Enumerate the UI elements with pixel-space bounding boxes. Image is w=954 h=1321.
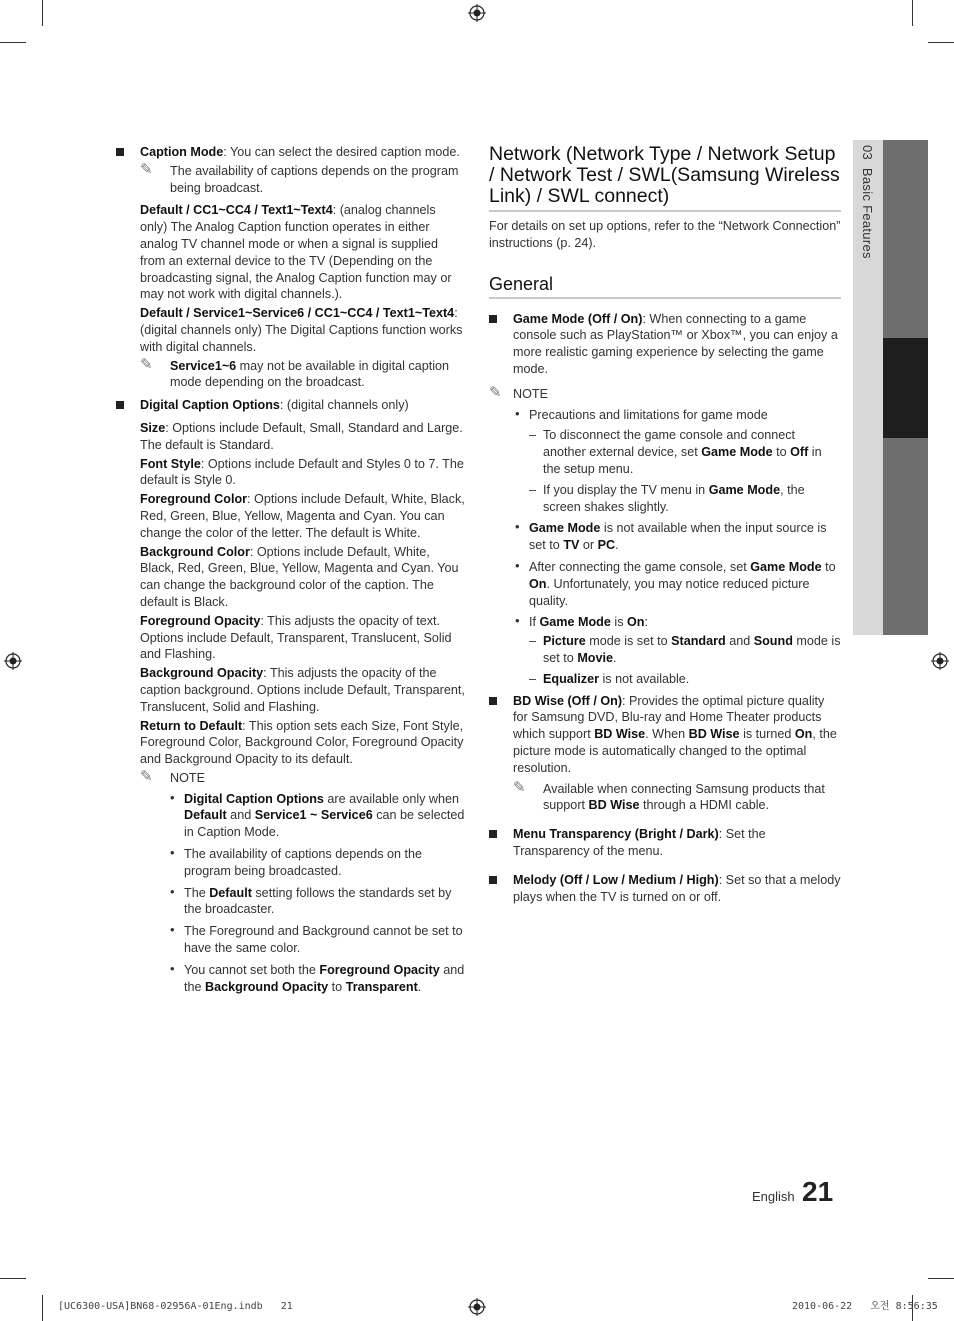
bd-wise-item bbox=[489, 693, 841, 815]
note-text: . bbox=[615, 538, 619, 553]
note-bold: Off bbox=[790, 445, 809, 460]
note-label: NOTE bbox=[513, 386, 548, 401]
melody-title: Melody (Off / Low / Medium / High) bbox=[513, 872, 719, 887]
note-item bbox=[515, 614, 841, 687]
dash-item bbox=[529, 633, 841, 667]
crop-mark bbox=[928, 1278, 954, 1279]
network-heading: Network (Network Type / Network Setup / Network Test / SWL(Samsung Wireless Link) / SWL connect) bbox=[489, 144, 841, 212]
note-bold: Background Opacity bbox=[205, 979, 329, 994]
note-bold: Default bbox=[209, 885, 252, 900]
note-text: The bbox=[184, 885, 210, 900]
note-text: , the screen shakes slightly. bbox=[543, 482, 805, 514]
note-text: mode is set to bbox=[543, 634, 841, 665]
note-bold: Service1 ~ Service6 bbox=[254, 808, 373, 823]
caption-mode-title: Caption Mode bbox=[140, 145, 224, 159]
game-mode-title: Game Mode (Off / On) bbox=[513, 311, 643, 326]
note-bold: Foreground Opacity bbox=[319, 962, 440, 977]
bullet-dot-icon: • bbox=[170, 789, 175, 805]
digital-caption-text: : (digital channels only) The Digital Captions function works with digital channels. bbox=[140, 306, 463, 354]
bd-wise-title: BD Wise (Off / On) bbox=[513, 693, 623, 708]
note-text: and bbox=[226, 808, 255, 823]
option-return-to-default bbox=[140, 718, 466, 768]
note-text: to bbox=[821, 559, 836, 574]
note-text: setting follows the standards set by the broadcaster. bbox=[184, 885, 452, 917]
option-title: Foreground Opacity bbox=[140, 613, 261, 628]
crop-mark bbox=[42, 1295, 43, 1321]
note-label: NOTE bbox=[170, 770, 205, 785]
note-bold: TV bbox=[563, 538, 580, 553]
dash-marker: – bbox=[529, 428, 537, 443]
square-bullet-icon bbox=[489, 876, 497, 884]
crop-mark bbox=[42, 0, 43, 26]
note-text: can be selected in Caption Mode. bbox=[184, 808, 465, 840]
caption-note-text: The availability of captions depends on the program being broadcast. bbox=[170, 163, 459, 195]
note-heading bbox=[140, 766, 466, 787]
note-bold: Standard bbox=[671, 634, 726, 649]
right-column bbox=[489, 144, 841, 911]
page-number: 21 bbox=[802, 1176, 834, 1207]
option-font-style bbox=[140, 456, 466, 490]
crop-mark bbox=[0, 1278, 26, 1279]
option-foreground-color bbox=[140, 491, 466, 541]
bd-wise-note bbox=[513, 777, 841, 815]
game-note-heading bbox=[489, 382, 841, 403]
note-text: to bbox=[328, 979, 346, 994]
print-slug-date: 2010-06-22 오전 8:56:35 bbox=[792, 1301, 938, 1312]
option-title: Background Color bbox=[140, 544, 250, 559]
digital-caption-options-title: Digital Caption Options bbox=[140, 398, 280, 413]
note-text: Precautions and limitations for game mode bbox=[529, 407, 768, 422]
note-text: is bbox=[610, 615, 627, 630]
note-text: mode is set to bbox=[585, 634, 672, 649]
note-bold: Equalizer bbox=[543, 671, 599, 686]
bullet-dot-icon: • bbox=[515, 519, 520, 535]
chapter-number: 03 bbox=[859, 145, 875, 161]
bullet-dot-icon: • bbox=[170, 845, 175, 861]
note-bold: Game Mode bbox=[708, 482, 781, 497]
chapter-tab-block bbox=[883, 140, 928, 338]
option-text: : Options include Default, White, Black, Red, Green, Blue, Yellow, Magenta and Cyan. You can change the background color of the caption. The default is Black. bbox=[140, 544, 459, 609]
note-bold: Game Mode bbox=[539, 615, 611, 630]
option-title: Return to Default bbox=[140, 718, 243, 733]
note-text: Available when connecting Samsung products that support bbox=[543, 781, 825, 813]
registration-mark-icon bbox=[4, 652, 22, 670]
note-text: is not available when the input source is set to bbox=[529, 521, 827, 553]
general-heading: General bbox=[489, 274, 841, 299]
service-note-bold: Service1~6 bbox=[170, 358, 237, 373]
note-text: You cannot set both the bbox=[184, 962, 320, 977]
game-mode-text: : When connecting to a game console such as PlayStation™ or Xbox™, you can enjoy a more realistic gaming experience by selecting the game mode. bbox=[513, 311, 838, 376]
bd-wise-text: is turned bbox=[739, 727, 795, 742]
option-text: : Options include Default and Styles 0 to 7. The default is Style 0. bbox=[140, 456, 464, 488]
note-text: to bbox=[772, 445, 791, 460]
note-bold: Game Mode bbox=[750, 559, 822, 574]
crop-mark bbox=[0, 42, 26, 43]
caption-note bbox=[140, 159, 466, 197]
square-bullet-icon bbox=[116, 148, 124, 156]
digital-caption-block bbox=[140, 305, 466, 355]
menu-transparency-text: : Set the Transparency of the menu. bbox=[513, 827, 766, 858]
note-text: If you display the TV menu in bbox=[543, 482, 709, 497]
note-text: If bbox=[529, 615, 540, 630]
bd-wise-text: . When bbox=[645, 727, 689, 742]
note-text: : bbox=[644, 615, 648, 630]
note-item bbox=[170, 846, 466, 880]
print-slug-file: [UC6300-USA]BN68-02956A-01Eng.indb 21 bbox=[58, 1301, 293, 1312]
note-bold: On bbox=[529, 576, 547, 591]
caption-mode-item bbox=[116, 144, 466, 391]
registration-mark-icon bbox=[468, 4, 486, 22]
chapter-title: Basic Features bbox=[859, 167, 875, 259]
bd-wise-bold: BD Wise bbox=[688, 727, 740, 742]
bullet-dot-icon: • bbox=[515, 557, 520, 573]
pencil-note-icon: ✎ bbox=[140, 766, 153, 785]
note-item bbox=[515, 407, 841, 516]
bullet-dot-icon: • bbox=[170, 960, 175, 976]
note-item bbox=[515, 559, 841, 609]
chapter-tab-active-block bbox=[883, 338, 928, 438]
game-mode-item bbox=[489, 311, 841, 378]
melody-item bbox=[489, 872, 841, 906]
note-text: The Foreground and Background cannot be set to have the same color. bbox=[184, 924, 463, 956]
digital-caption-options-item bbox=[116, 397, 466, 995]
digital-caption-options-text: : (digital channels only) bbox=[279, 398, 409, 413]
note-bold: Game Mode bbox=[529, 521, 601, 536]
note-bold: Default bbox=[184, 808, 227, 823]
square-bullet-icon bbox=[489, 830, 497, 838]
bd-wise-text: , the picture mode is automatically changed to the optimal resolution. bbox=[513, 727, 837, 775]
menu-transparency-item bbox=[489, 826, 841, 860]
digital-caption-title: Default / Service1~Service6 / CC1~CC4 / Text1~Text4 bbox=[140, 306, 455, 321]
note-text: The availability of captions depends on the program being broadcasted. bbox=[184, 847, 423, 878]
network-text: For details on set up options, refer to the “Network Connection” instructions (p. 24). bbox=[489, 219, 841, 250]
bd-wise-bold: On bbox=[794, 727, 813, 742]
option-background-color bbox=[140, 544, 466, 611]
dash-item bbox=[529, 671, 841, 688]
service-note-text: may not be available in digital caption mode depending on the broadcast. bbox=[170, 358, 450, 390]
square-bullet-icon bbox=[489, 315, 497, 323]
melody-text: : Set so that a melody plays when the TV is turned on or off. bbox=[513, 872, 841, 904]
dash-marker: – bbox=[529, 671, 537, 686]
note-text: through a HDMI cable. bbox=[639, 798, 769, 813]
bd-wise-bold: BD Wise bbox=[594, 727, 646, 742]
footer-language: English bbox=[752, 1189, 795, 1204]
note-bold: PC bbox=[597, 538, 616, 553]
option-text: : This adjusts the opacity of the caption background. Options include Default, Transparent, Translucent, Solid and Flashing. bbox=[140, 666, 465, 714]
note-text: . bbox=[613, 650, 617, 665]
crop-mark bbox=[928, 42, 954, 43]
note-text: . bbox=[417, 979, 422, 994]
note-bold: Sound bbox=[753, 634, 793, 649]
option-title: Font Style bbox=[140, 456, 201, 471]
dash-item bbox=[529, 427, 841, 477]
note-text: and the bbox=[184, 962, 465, 994]
bd-wise-text: : Provides the optimal picture quality for Samsung DVD, Blu-ray and Home Theater products which support bbox=[513, 693, 825, 742]
bullet-dot-icon: • bbox=[515, 613, 520, 629]
bullet-dot-icon: • bbox=[515, 405, 520, 421]
square-bullet-icon bbox=[116, 401, 124, 409]
note-item bbox=[170, 923, 466, 957]
note-item bbox=[170, 885, 466, 919]
bullet-dot-icon: • bbox=[170, 922, 175, 938]
option-foreground-opacity bbox=[140, 613, 466, 663]
pencil-note-icon: ✎ bbox=[140, 354, 153, 373]
option-text: : Options include Default, White, Black, Red, Green, Blue, Yellow, Magenta and Cyan. You can change the color of the letter. The default is White. bbox=[140, 492, 465, 540]
note-text: in the setup menu. bbox=[543, 445, 822, 476]
note-text: To disconnect the game console and connect another external device, set bbox=[543, 428, 796, 460]
caption-mode-text: : You can select the desired caption mode. bbox=[223, 145, 460, 159]
note-text: is not available. bbox=[599, 671, 690, 686]
bullet-dot-icon: • bbox=[170, 883, 175, 899]
pencil-note-icon: ✎ bbox=[140, 159, 153, 178]
option-title: Size bbox=[140, 420, 166, 435]
note-text: are available only when bbox=[323, 791, 460, 806]
note-bold: Transparent bbox=[345, 979, 418, 994]
note-item bbox=[515, 520, 841, 554]
note-text: After connecting the game console, set bbox=[529, 559, 751, 574]
left-column bbox=[116, 144, 466, 1001]
pencil-note-icon: ✎ bbox=[489, 382, 502, 401]
note-text: . Unfortunately, you may notice reduced picture quality. bbox=[529, 576, 810, 608]
chapter-tab-block bbox=[883, 438, 928, 635]
option-size bbox=[140, 420, 466, 454]
option-title: Background Opacity bbox=[140, 666, 264, 681]
service-note bbox=[140, 354, 466, 392]
chapter-label bbox=[858, 145, 875, 259]
option-text: : Options include Default, Small, Standard and Large. The default is Standard. bbox=[140, 420, 463, 452]
note-bold: Movie bbox=[577, 650, 614, 665]
note-item bbox=[170, 962, 466, 996]
registration-mark-icon bbox=[468, 1298, 486, 1316]
note-bold: Game Mode bbox=[701, 445, 773, 460]
crop-mark bbox=[912, 0, 913, 26]
analog-caption-block bbox=[140, 202, 466, 303]
pencil-note-icon: ✎ bbox=[513, 777, 526, 796]
option-text: : This option sets each Size, Font Style, Foreground Color, Background Color, Foreground Opacity and Background Opacity to its default. bbox=[140, 718, 464, 767]
dash-marker: – bbox=[529, 634, 537, 649]
note-bold: BD Wise bbox=[588, 798, 640, 813]
note-bold: Digital Caption Options bbox=[184, 791, 324, 806]
option-background-opacity bbox=[140, 665, 466, 715]
note-text: and bbox=[725, 634, 754, 649]
note-text: or bbox=[579, 538, 598, 553]
analog-caption-title: Default / CC1~CC4 / Text1~Text4 bbox=[140, 203, 333, 218]
square-bullet-icon bbox=[489, 697, 497, 705]
note-list bbox=[140, 791, 466, 996]
option-text: : This adjusts the opacity of text. Options include Default, Transparent, Translucent, Solid and Flashing. bbox=[140, 613, 452, 662]
menu-transparency-title: Menu Transparency (Bright / Dark) bbox=[513, 827, 719, 842]
dash-marker: – bbox=[529, 482, 537, 497]
option-title: Foreground Color bbox=[140, 492, 248, 507]
note-bold: On bbox=[626, 615, 645, 630]
analog-caption-text: : (analog channels only) The Analog Caption function operates in either analog TV channel mode or when a signal is supplied from an external device to the TV (Depending on the broadcasting signal, the Analog Caption function may or may not work with digital channels.). bbox=[140, 203, 452, 302]
note-bold: Picture bbox=[543, 634, 586, 649]
dash-item bbox=[529, 482, 841, 516]
note-item bbox=[170, 791, 466, 841]
game-note-list bbox=[489, 407, 841, 688]
registration-mark-icon bbox=[931, 652, 949, 670]
